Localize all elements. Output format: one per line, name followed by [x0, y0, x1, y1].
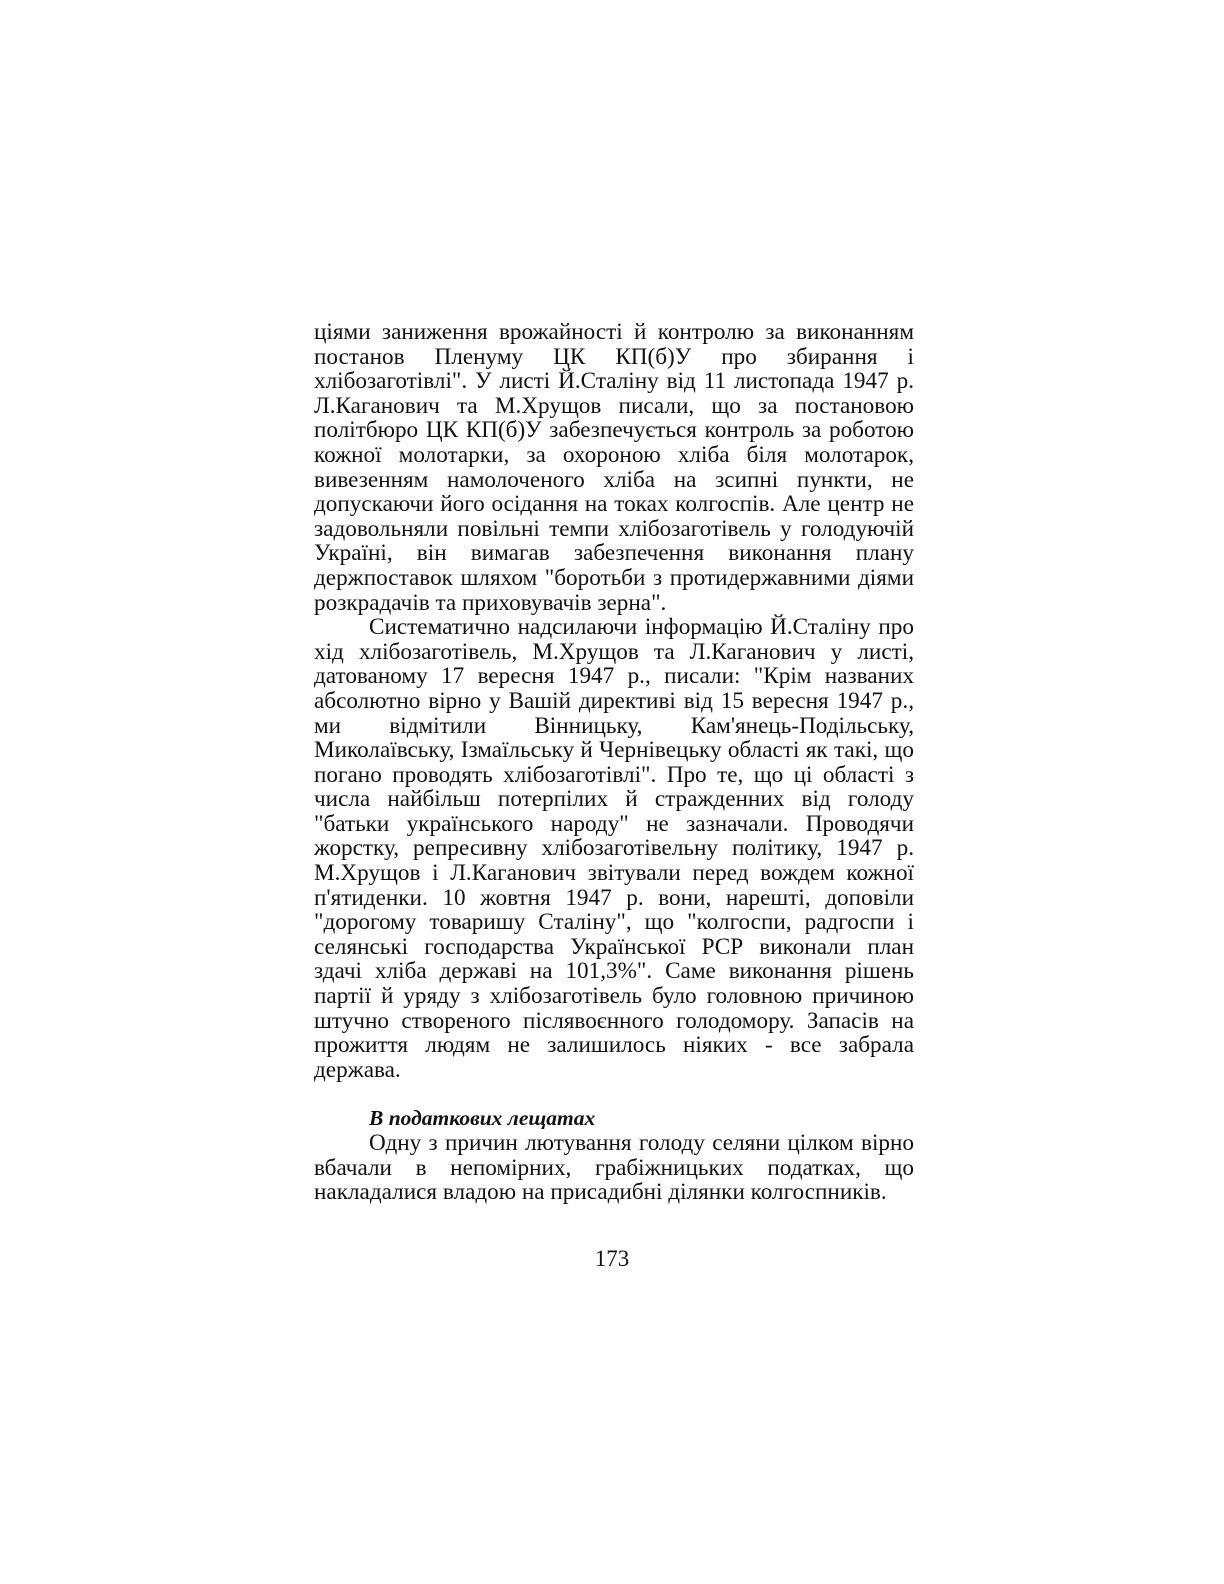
page-body	[314, 320, 914, 1205]
paragraph-continued: ціями заниження врожайності й контролю за виконанням постанов Пленуму ЦК КП(б)У про збирання і хлібозаготівлі". У листі Й.Сталіну від 11 листопада 1947 р. Л.Каганович та М.Хрущов писали, що за постановою політбюро ЦК КП(б)У забезпечується контроль за роботою кожної молотарки, за охороною хліба біля молотарок, вивезенням намолоченого хліба на зсипні пункти, не допускаючи його осідання на токах колгоспів. Але центр не задовольняли повільні темпи хлібозаготівель у голодуючій Україні, він вимагав забезпечення виконання плану держпоставок шляхом "боротьби з протидержавними діями розкрадачів та приховувачів зерна".	[314, 319, 914, 616]
paragraph-khrushchev-kaganovich: Систематично надсилаючи інформацію Й.Сталіну про хід хлібозаготівель, М.Хрущов та Л.Каганович у листі, датованому 17 вересня 1947 р., писали: "Крім названих абсолютно вірно у Вашій директиві від 15 вересня 1947 р., ми відмітили Вінницьку, Кам'янець-Подільську, Миколаївську, Ізмаїльську й Чернівецьку області як такі, що погано проводять хлібозаготівлі". Про те, що ці області з числа найбільш потерпілих й стражденних від голоду "батьки українського народу" не зазначали. Проводячи жорстку, репресивну хлібозаготівельну політику, 1947 р. М.Хрущов і Л.Каганович звітували перед вождем кожної п'ятиденки. 10 жовтня 1947 р. вони, нарешті, доповіли "дорогому товаришу Сталіну", що "колгоспи, радгоспи і селянські господарства Української РСР виконали план здачі хліба державі на 101,3%". Саме виконання рішень партії й уряду з хлібозаготівель було головною причиною штучно створеного післявоєнного голодомору. Запасів на прожиття людям не залишилось ніяких - все забрала держава.	[314, 614, 914, 1083]
paragraph-taxes: Одну з причин лютування голоду селяни цілком вірно вбачали в непомірних, грабіжницьких податках, що накладалися владою на присадибні ділянки колгоспників.	[314, 1130, 914, 1206]
page-number: 173	[594, 1246, 630, 1271]
section-heading: В податкових лещатах	[369, 1106, 596, 1131]
